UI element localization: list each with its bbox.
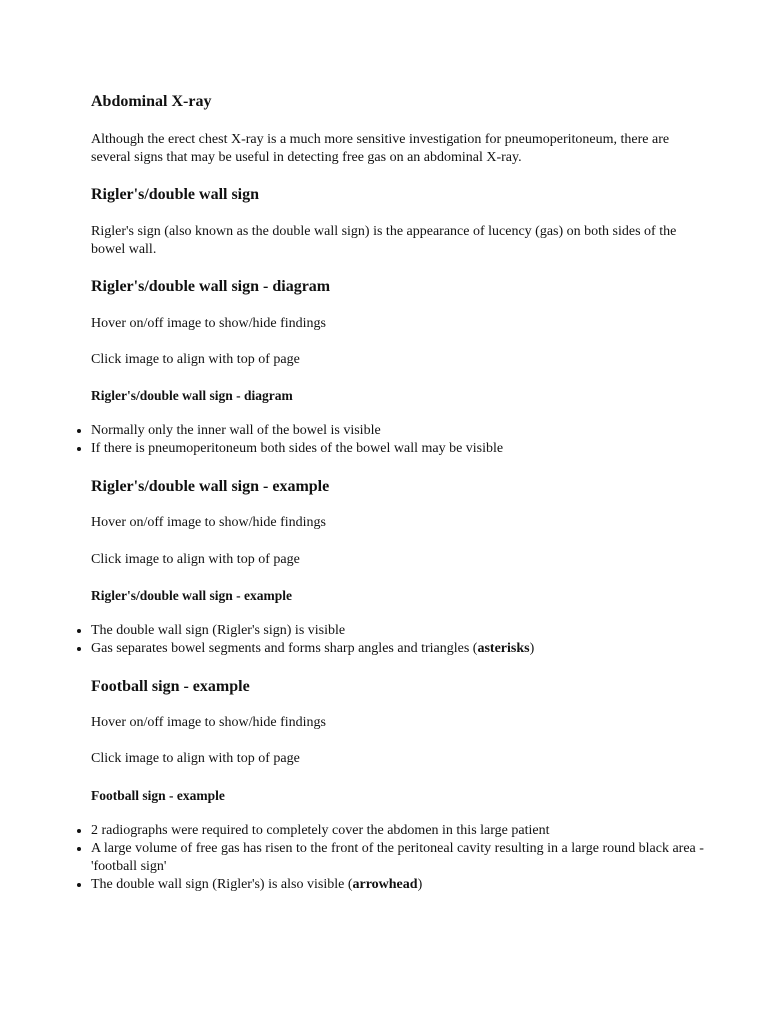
example-findings-list bbox=[47, 622, 735, 658]
arrowhead-label: arrowhead bbox=[352, 877, 418, 892]
football-heading: Football sign - example bbox=[91, 678, 250, 695]
diagram-caption: Rigler's/double wall sign - diagram bbox=[91, 388, 293, 403]
page-title: Abdominal X-ray bbox=[91, 93, 212, 110]
list-item bbox=[91, 876, 735, 894]
rigler-heading: Rigler's/double wall sign bbox=[91, 186, 260, 203]
diagram-findings-list bbox=[47, 422, 735, 458]
list-item: • 2 radiographs were required to completely cover the abdomen in this large patient bbox=[91, 822, 735, 840]
football-click-text: Click image to align with top of page bbox=[91, 751, 300, 766]
list-item-text-end: ) bbox=[529, 641, 535, 656]
rigler-paragraph: Rigler's sign (also known as the double wall sign) is the appearance of lucency (gas) on both sides of the bowel wall. bbox=[91, 224, 677, 257]
list-item-text: Gas separates bowel segments and forms sharp angles and triangles ( bbox=[91, 641, 478, 656]
list-item-text: The double wall sign (Rigler's) is also visible ( bbox=[91, 877, 353, 892]
diagram-click-text: Click image to align with top of page bbox=[91, 352, 300, 367]
list-item bbox=[91, 640, 735, 658]
example-heading: Rigler's/double wall sign - example bbox=[91, 478, 330, 495]
diagram-hover-text: Hover on/off image to show/hide findings bbox=[91, 316, 326, 331]
list-item: • A large volume of free gas has risen to the front of the peritoneal cavity resulting in a large round black area - 'football sign' bbox=[91, 840, 735, 876]
asterisks-label: asterisks bbox=[477, 641, 530, 656]
list-item-text-end: ) bbox=[417, 877, 423, 892]
football-caption: Football sign - example bbox=[91, 788, 225, 803]
list-item: • Normally only the inner wall of the bowel is visible bbox=[91, 422, 735, 440]
example-hover-text: Hover on/off image to show/hide findings bbox=[91, 515, 326, 530]
diagram-heading: Rigler's/double wall sign - diagram bbox=[91, 278, 331, 295]
list-item: • If there is pneumoperitoneum both sides of the bowel wall may be visible bbox=[91, 440, 735, 458]
example-click-text: Click image to align with top of page bbox=[91, 552, 300, 567]
list-item: • The double wall sign (Rigler's sign) is visible bbox=[91, 622, 735, 640]
example-caption: Rigler's/double wall sign - example bbox=[91, 588, 293, 603]
football-findings-list bbox=[47, 822, 735, 894]
football-hover-text: Hover on/off image to show/hide findings bbox=[91, 715, 326, 730]
intro-paragraph: Although the erect chest X-ray is a much more sensitive investigation for pneumoperitoneum, there are several signs that may be useful in detecting free gas on an abdominal X-ray. bbox=[91, 132, 670, 165]
